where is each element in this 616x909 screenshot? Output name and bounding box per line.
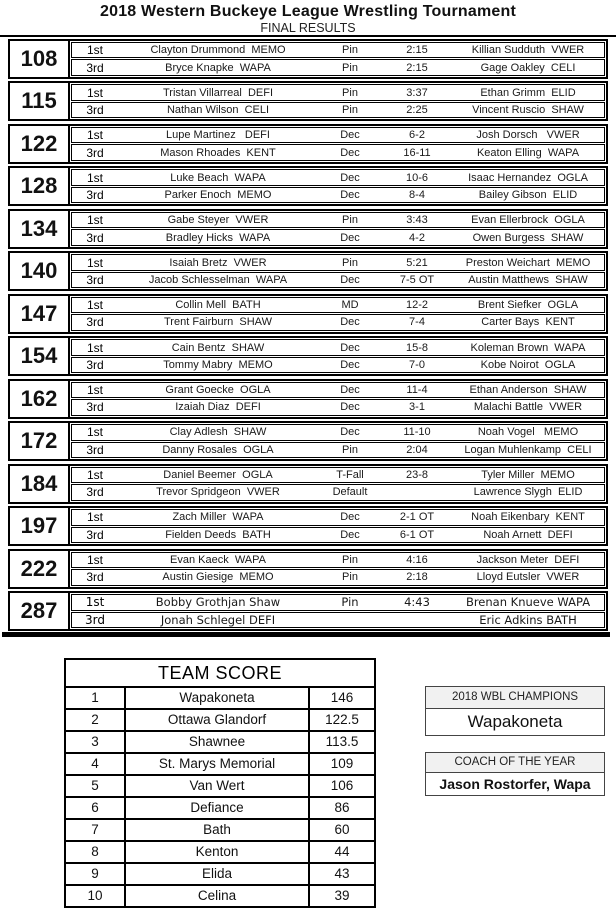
team-score-row <box>66 886 374 906</box>
result-row <box>71 442 605 458</box>
result-score: 7-5 OT <box>399 274 435 286</box>
team-points: 60 <box>334 822 350 837</box>
place-label: 3rd <box>86 230 104 245</box>
opponent-name: Kobe Noirot OGLA <box>480 358 576 371</box>
team-name: Van Wert <box>126 776 310 796</box>
team-score-table <box>64 658 376 908</box>
result-score: 5:21 <box>406 256 428 269</box>
result-type: Dec <box>340 383 360 396</box>
team-points: 109 <box>330 756 354 771</box>
place-label: 3rd <box>86 188 104 203</box>
team-score-rows <box>66 688 374 906</box>
result-row <box>71 382 605 398</box>
team-rank: 2 <box>66 710 126 730</box>
weight-group-rows <box>70 126 606 162</box>
winner-name: Parker Enoch MEMO <box>164 189 272 202</box>
opponent-name: Isaac Hernandez OGLA <box>468 171 588 184</box>
place-label: 1st <box>86 213 103 228</box>
result-score: 3:43 <box>406 214 428 227</box>
weight-group <box>8 81 608 121</box>
team-points: 106 <box>330 778 354 793</box>
team-rank: 6 <box>66 798 126 818</box>
weight-class: 115 <box>10 83 70 119</box>
opponent-name: Tyler Miller MEMO <box>481 468 575 481</box>
team-name: Shawnee <box>126 732 310 752</box>
team-points: 122.5 <box>325 712 359 727</box>
place-label: 3rd <box>86 357 104 372</box>
coach-box <box>425 752 605 796</box>
team-score-row <box>66 798 374 820</box>
winner-name: Zach Miller WAPA <box>172 511 264 524</box>
weight-class: 108 <box>10 41 70 77</box>
result-score: 4-2 <box>409 231 425 244</box>
team-score-title: TEAM SCORE <box>66 660 374 688</box>
weight-class: 162 <box>10 381 70 417</box>
weight-group <box>8 294 608 334</box>
team-score-row <box>66 820 374 842</box>
team-score-row <box>66 710 374 732</box>
place-label: 3rd <box>86 485 104 500</box>
result-row <box>71 84 605 100</box>
weight-group-rows <box>70 211 606 247</box>
weight-class: 147 <box>10 296 70 332</box>
weight-class: 128 <box>10 168 70 204</box>
weight-group <box>8 39 608 79</box>
team-points: 113.5 <box>325 734 359 749</box>
place-label: 1st <box>86 128 103 143</box>
weight-group <box>8 124 608 164</box>
top-rule <box>0 35 616 37</box>
result-score: 3:37 <box>406 86 428 99</box>
result-row <box>71 254 605 270</box>
weight-group-rows <box>70 41 606 77</box>
team-score-row <box>66 688 374 710</box>
result-score: 2:15 <box>406 44 428 57</box>
winner-name: Jonah Schlegel DEFI <box>160 612 276 627</box>
result-row <box>71 272 605 288</box>
team-rank: 3 <box>66 732 126 752</box>
opponent-name: Eric Adkins BATH <box>479 612 577 627</box>
weight-class: 172 <box>10 423 70 459</box>
result-type: Dec <box>340 426 360 439</box>
result-row <box>71 569 605 585</box>
team-rank: 7 <box>66 820 126 840</box>
weight-group <box>8 251 608 291</box>
result-score: 12-2 <box>405 299 429 312</box>
coach-header: COACH OF THE YEAR <box>425 752 605 773</box>
result-row <box>71 59 605 75</box>
result-score: 6-1 OT <box>399 528 435 541</box>
result-type: MD <box>341 299 359 312</box>
place-label: 3rd <box>86 442 104 457</box>
winner-name: Clayton Drummond MEMO <box>150 44 286 57</box>
weight-group <box>8 591 608 631</box>
winner-name: Mason Rhoades KENT <box>160 146 276 159</box>
opponent-name: Killian Sudduth VWER <box>471 44 585 57</box>
result-score: 16-11 <box>403 146 431 159</box>
team-points: 39 <box>334 888 350 903</box>
result-type: Dec <box>340 401 360 414</box>
result-row <box>71 187 605 203</box>
result-row <box>71 484 605 500</box>
weight-group <box>8 379 608 419</box>
winner-name: Grant Goecke OGLA <box>165 383 271 396</box>
opponent-name: Jackson Meter DEFI <box>476 553 580 566</box>
team-score-row <box>66 754 374 776</box>
team-name: Ottawa Glandorf <box>126 710 310 730</box>
result-type: Dec <box>340 316 360 329</box>
result-type: Pin <box>342 104 358 117</box>
weight-group-rows <box>70 381 606 417</box>
result-score: 2:04 <box>406 443 428 456</box>
winner-name: Tristan Villarreal DEFI <box>162 86 274 99</box>
team-points: 44 <box>334 844 350 859</box>
opponent-name: Austin Matthews SHAW <box>468 274 588 286</box>
opponent-name: Gage Oakley CELI <box>480 61 576 74</box>
result-type: Pin <box>342 86 358 99</box>
weight-class: 134 <box>10 211 70 247</box>
opponent-name: Noah Arnett DEFI <box>483 528 573 541</box>
weight-class: 287 <box>10 593 70 629</box>
team-name: St. Marys Memorial <box>126 754 310 774</box>
weight-group <box>8 549 608 589</box>
opponent-name: Logan Muhlenkamp CELI <box>464 443 592 456</box>
place-label: 1st <box>86 467 103 482</box>
result-row <box>71 552 605 568</box>
result-row <box>71 297 605 313</box>
opponent-name: Evan Ellerbrock OGLA <box>471 214 585 227</box>
weight-group <box>8 506 608 546</box>
winner-name: Trent Fairburn SHAW <box>164 316 272 329</box>
winner-name: Nathan Wilson CELI <box>166 104 270 117</box>
winner-name: Bobby Grothjan Shaw <box>155 595 281 610</box>
winner-name: Danny Rosales OGLA <box>162 443 274 456</box>
result-type: Pin <box>342 61 358 74</box>
place-label: 1st <box>85 595 105 610</box>
team-name: Celina <box>126 886 310 906</box>
result-row <box>71 424 605 440</box>
winner-name: Tommy Mabry MEMO <box>163 358 273 371</box>
result-row <box>71 612 605 628</box>
winner-name: Bryce Knapke WAPA <box>165 61 271 74</box>
result-score: 2-1 OT <box>399 511 435 524</box>
result-score: 15-8 <box>405 341 429 354</box>
winner-name: Collin Mell BATH <box>175 299 261 312</box>
place-label: 1st <box>86 43 103 58</box>
weight-class: 197 <box>10 508 70 544</box>
coach-value: Jason Rostorfer, Wapa <box>425 773 605 796</box>
result-score: 7-4 <box>409 316 425 329</box>
place-label: 1st <box>86 298 103 313</box>
winner-name: Lupe Martinez DEFI <box>166 129 270 142</box>
team-rank: 10 <box>66 886 126 906</box>
bottom-rule <box>2 632 610 637</box>
opponent-name: Koleman Brown WAPA <box>470 341 586 354</box>
place-label: 3rd <box>86 400 104 415</box>
opponent-name: Noah Vogel MEMO <box>477 426 579 439</box>
result-type: Dec <box>340 274 360 286</box>
team-rank: 4 <box>66 754 126 774</box>
result-row <box>71 467 605 483</box>
team-rank: 1 <box>66 688 126 708</box>
opponent-name: Keaton Elling WAPA <box>476 146 580 159</box>
result-score: 2:25 <box>406 104 428 117</box>
result-type: Pin <box>342 443 358 456</box>
result-row <box>71 169 605 185</box>
team-points: 146 <box>330 690 354 705</box>
opponent-name: Carter Bays KENT <box>481 316 575 329</box>
result-type: Pin <box>342 256 358 269</box>
place-label: 3rd <box>85 612 105 627</box>
result-type: Dec <box>340 341 360 354</box>
team-name: Kenton <box>126 842 310 862</box>
result-type: Dec <box>340 171 360 184</box>
result-type: Dec <box>340 189 360 202</box>
place-label: 1st <box>86 170 103 185</box>
weight-group-rows <box>70 593 606 629</box>
result-score: 3-1 <box>409 401 425 414</box>
result-score: 11-4 <box>406 383 428 396</box>
result-type: Dec <box>340 528 360 541</box>
weight-group-rows <box>70 83 606 119</box>
place-label: 1st <box>86 510 103 525</box>
team-score-row <box>66 732 374 754</box>
winner-name: Isaiah Bretz VWER <box>169 256 267 269</box>
result-type: Dec <box>340 231 360 244</box>
place-label: 1st <box>86 425 103 440</box>
result-type: Default <box>332 486 368 499</box>
result-score: 4:16 <box>406 553 428 566</box>
result-row <box>71 42 605 58</box>
result-score: 2:15 <box>406 61 428 74</box>
result-type: T-Fall <box>336 468 364 481</box>
team-rank: 5 <box>66 776 126 796</box>
team-score-row <box>66 864 374 886</box>
place-label: 1st <box>86 255 103 270</box>
place-label: 3rd <box>86 570 104 585</box>
result-row <box>71 527 605 543</box>
weight-group-rows <box>70 296 606 332</box>
champions-value: Wapakoneta <box>425 709 605 736</box>
team-name: Elida <box>126 864 310 884</box>
winner-name: Luke Beach WAPA <box>170 171 266 184</box>
weight-group-rows <box>70 168 606 204</box>
team-points: 43 <box>334 866 350 881</box>
result-row <box>71 339 605 355</box>
weight-class: 140 <box>10 253 70 289</box>
team-rank: 9 <box>66 864 126 884</box>
place-label: 3rd <box>86 315 104 330</box>
result-score: 4:43 <box>404 595 430 610</box>
result-type: Dec <box>340 511 360 524</box>
team-rank: 8 <box>66 842 126 862</box>
result-row <box>71 399 605 415</box>
team-name: Bath <box>126 820 310 840</box>
result-score: 6-2 <box>409 129 425 142</box>
result-row <box>71 212 605 228</box>
weight-class: 184 <box>10 466 70 502</box>
result-score: 11-10 <box>403 426 431 439</box>
place-label: 1st <box>86 382 103 397</box>
page-subtitle: FINAL RESULTS <box>260 21 356 35</box>
result-score: 7-0 <box>409 358 425 371</box>
result-type: Dec <box>340 358 360 371</box>
opponent-name: Lloyd Eutsler VWER <box>476 571 580 584</box>
weight-group-rows <box>70 466 606 502</box>
opponent-name: Noah Eikenbary KENT <box>471 511 585 524</box>
opponent-name: Ethan Grimm ELID <box>480 86 576 99</box>
winner-name: Bradley Hicks WAPA <box>165 231 271 244</box>
weight-group-rows <box>70 253 606 289</box>
weight-group-rows <box>70 508 606 544</box>
opponent-name: Owen Burgess SHAW <box>472 231 584 244</box>
opponent-name: Vincent Ruscio SHAW <box>472 104 584 117</box>
result-score: 8-4 <box>409 189 425 202</box>
place-label: 3rd <box>86 145 104 160</box>
opponent-name: Malachi Battle VWER <box>473 401 583 414</box>
result-row <box>71 102 605 118</box>
result-type: Pin <box>342 214 358 227</box>
winner-name: Daniel Beemer OGLA <box>163 468 273 481</box>
result-score: 23-8 <box>405 468 429 481</box>
winner-name: Evan Kaeck WAPA <box>170 553 266 566</box>
weight-group <box>8 166 608 206</box>
place-label: 3rd <box>86 103 104 118</box>
opponent-name: Josh Dorsch VWER <box>476 129 580 142</box>
champions-box <box>425 686 605 736</box>
winner-name: Gabe Steyer VWER <box>167 214 269 227</box>
winner-name: Fielden Deeds BATH <box>165 528 271 541</box>
opponent-name: Lawrence Slygh ELID <box>473 486 583 499</box>
result-type: Dec <box>340 146 360 159</box>
weight-class: 222 <box>10 551 70 587</box>
result-score: 2:18 <box>406 571 428 584</box>
result-row <box>71 594 605 610</box>
place-label: 3rd <box>86 273 104 287</box>
weight-group-rows <box>70 423 606 459</box>
opponent-name: Brent Siefker OGLA <box>477 299 579 312</box>
place-label: 3rd <box>86 527 104 542</box>
result-row <box>71 229 605 245</box>
winner-name: Trevor Spridgeon VWER <box>156 486 280 499</box>
weight-group <box>8 209 608 249</box>
result-type: Pin <box>341 595 359 610</box>
result-row <box>71 144 605 160</box>
place-label: 1st <box>86 340 103 355</box>
result-row <box>71 127 605 143</box>
winner-name: Izaiah Diaz DEFI <box>175 401 261 414</box>
result-row <box>71 314 605 330</box>
results-table <box>8 39 608 631</box>
result-row <box>71 357 605 373</box>
winner-name: Cain Bentz SHAW <box>171 341 265 354</box>
page-title: 2018 Western Buckeye League Wrestling Tournament <box>100 3 516 20</box>
weight-group <box>8 464 608 504</box>
winner-name: Jacob Schlesselman WAPA <box>148 274 288 286</box>
team-score-row <box>66 776 374 798</box>
team-name: Wapakoneta <box>126 688 310 708</box>
opponent-name: Preston Weichart MEMO <box>465 256 591 269</box>
place-label: 3rd <box>86 60 104 75</box>
result-type: Dec <box>340 129 360 142</box>
champions-header: 2018 WBL CHAMPIONS <box>425 686 605 709</box>
weight-group <box>8 336 608 376</box>
place-label: 1st <box>86 552 103 567</box>
opponent-name: Ethan Anderson SHAW <box>469 383 587 396</box>
winner-name: Austin Giesige MEMO <box>162 571 274 584</box>
result-row <box>71 509 605 525</box>
team-name: Defiance <box>126 798 310 818</box>
weight-group-rows <box>70 551 606 587</box>
result-type: Pin <box>342 571 358 584</box>
opponent-name: Bailey Gibson ELID <box>478 189 578 202</box>
result-score: 10-6 <box>405 171 429 184</box>
opponent-name: Brenan Knueve WAPA <box>465 595 591 610</box>
team-score-row <box>66 842 374 864</box>
result-type: Pin <box>342 44 358 57</box>
place-label: 1st <box>86 85 103 100</box>
weight-group-rows <box>70 338 606 374</box>
weight-group <box>8 421 608 461</box>
result-type: Pin <box>342 553 358 566</box>
winner-name: Clay Adlesh SHAW <box>169 426 267 439</box>
weight-class: 154 <box>10 338 70 374</box>
team-points: 86 <box>334 800 350 815</box>
weight-class: 122 <box>10 126 70 162</box>
